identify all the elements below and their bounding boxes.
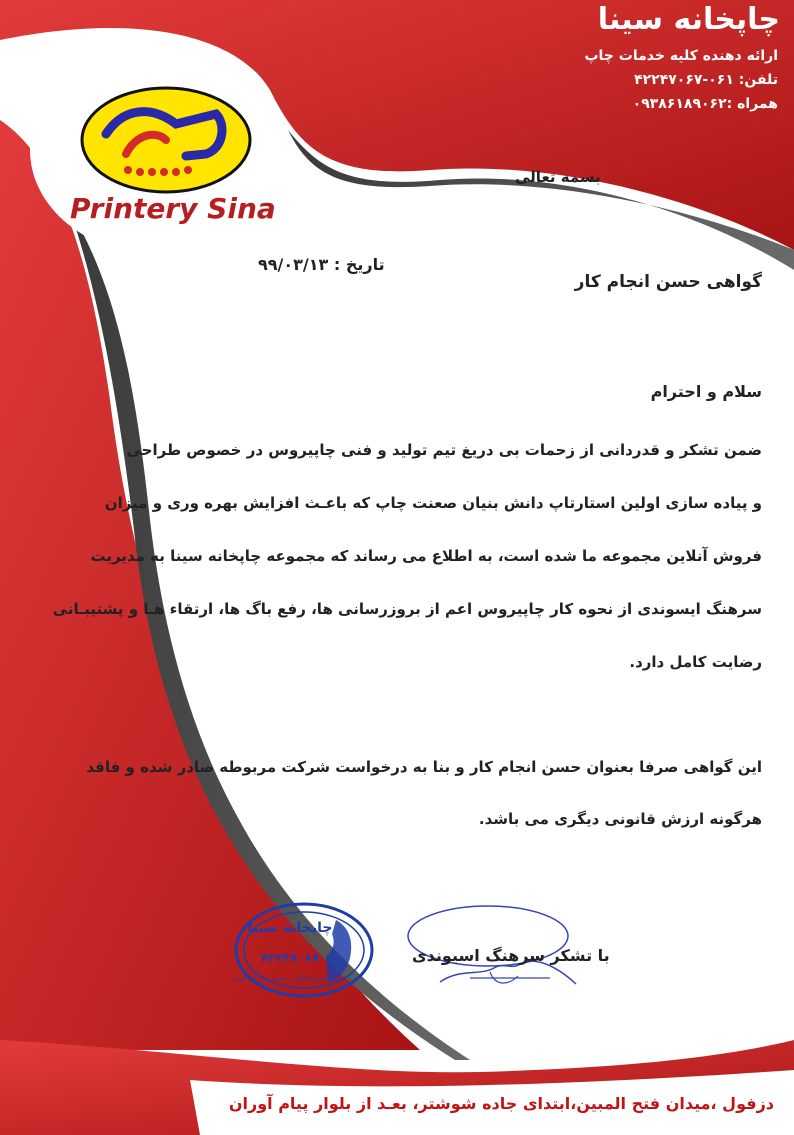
- company-tagline: ارائه دهنده کلیه خدمات چاپ: [584, 48, 778, 64]
- logo-wordmark: Printery Sina: [70, 192, 276, 225]
- basmala-heading: بسمه تعالی: [515, 168, 601, 186]
- signoff-text: با تشکر سرهنگ اسیوندی: [412, 946, 610, 965]
- phone-number: تلفن: ۰۶۱-۴۲۲۴۷۰۶۷: [634, 72, 778, 88]
- company-stamp: [232, 896, 382, 1002]
- svg-text:دزفول ، خیابان طالقانی ، بعد ا: دزفول ، خیابان طالقانی ، بعد از بلوار پیام آوران: [232, 975, 352, 982]
- svg-text:چاپخانه سینا: چاپخانه سینا: [247, 920, 333, 936]
- letter-subject: گواهی حسن انجام کار: [574, 272, 762, 292]
- letter-date: تاریخ : ۹۹/۰۳/۱۳: [258, 255, 385, 274]
- paragraph-line: این گواهی صرفا بعنوان حسن انجام کار و بنا به درخواست شرکت مربوطه صادر شده و فاقد: [86, 758, 762, 776]
- paragraph-line: و پیاده سازی اولین استارتاپ دانش بنیان صعنت چاپ که باعـث افزایش بهره وری و میزان: [104, 494, 762, 512]
- company-name: چاپخانه سینا: [597, 2, 780, 37]
- paragraph-line: رضایت کامل دارد.: [629, 653, 762, 671]
- paragraph-line: هرگونه ارزش قانونی دیگری می باشد.: [478, 810, 762, 828]
- footer-address: دزفول ،میدان فتح المبین،ابتدای جاده شوشتر، بعـد از بلوار پیام آوران: [228, 1094, 774, 1113]
- letter-greeting: سلام و احترام: [650, 382, 762, 401]
- paragraph-line: ضمن تشکر و قدردانی از زحمات بی دریغ تیم تولید و فنی چاپیروس در خصوص طراحی: [126, 441, 762, 459]
- paragraph-line: سرهنگ ایسوندی از نحوه کار چاپیروس اعم از بروزرسانی ها، رفع باگ ها، ارتقاء هـا و پشتیبـانی: [52, 600, 762, 618]
- paragraph-line: فروش آنلاین مجموعه ما شده است، به اطلاع می رساند که مجموعه چاپخانه سینا به مدیریت: [90, 547, 762, 565]
- svg-text:چاپ سینا: چاپ سینا: [164, 142, 168, 143]
- mobile-number: همراه :۰۹۳۸۶۱۸۹۰۶۲: [632, 96, 778, 112]
- logo-emblem-icon: [66, 84, 266, 204]
- svg-text:۴۲۲۴۷۰۶۷: ۴۲۲۴۷۰۶۷: [260, 951, 320, 965]
